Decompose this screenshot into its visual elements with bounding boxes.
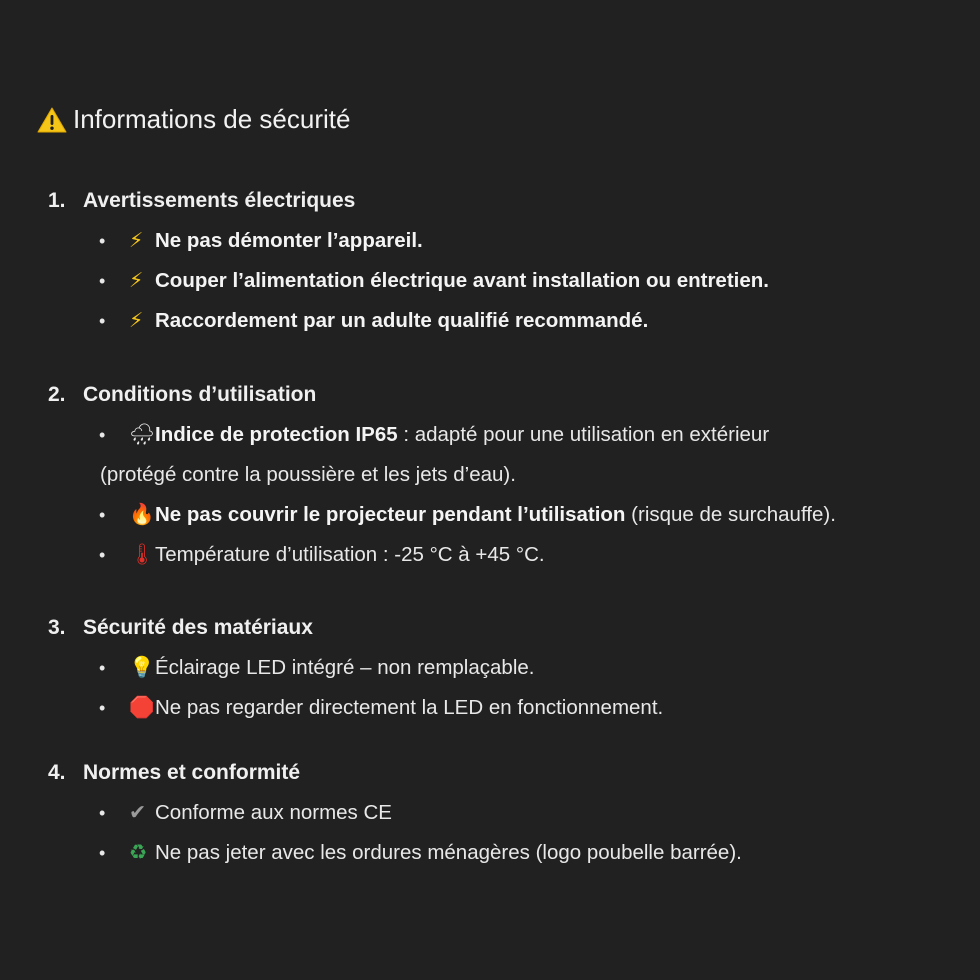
section-number: 3.	[48, 616, 66, 639]
item-bold-text: Indice de protection IP65	[155, 423, 398, 446]
list-item	[48, 261, 769, 301]
bullet: •	[99, 658, 106, 678]
item-bold-text: Ne pas couvrir le projecteur pendant l’utilisation	[155, 503, 626, 526]
bullet-list	[48, 648, 663, 728]
list-item	[48, 833, 742, 873]
lightning-icon: ⚡	[129, 309, 144, 332]
list-item	[48, 495, 836, 535]
list-item	[48, 648, 663, 688]
bullet-list	[48, 793, 742, 873]
list-item	[48, 535, 836, 575]
list-item	[48, 793, 742, 833]
item-text: Éclairage LED intégré – non remplaçable.	[155, 656, 535, 679]
section-heading	[48, 381, 836, 409]
bullet-list	[48, 221, 769, 341]
lightning-icon: ⚡	[129, 229, 144, 252]
section-heading	[48, 614, 663, 642]
check-mark-icon: ✔	[129, 801, 147, 824]
bullet: •	[99, 843, 106, 863]
list-item	[48, 221, 769, 261]
section-standards-compliance	[48, 759, 742, 873]
lightning-icon: ⚡	[129, 269, 144, 292]
section-heading	[48, 759, 742, 787]
bullet: •	[99, 271, 106, 291]
section-number: 2.	[48, 383, 66, 406]
section-heading-text: Conditions d’utilisation	[83, 383, 317, 406]
section-heading	[48, 187, 769, 215]
bullet: •	[99, 698, 106, 718]
bullet-list	[48, 415, 836, 575]
warning-icon	[37, 107, 67, 133]
section-electrical	[48, 187, 769, 341]
bullet: •	[99, 505, 106, 525]
bullet: •	[99, 545, 106, 565]
item-text: (risque de surchauffe).	[625, 503, 836, 526]
list-item	[48, 301, 769, 341]
page-title-text: Informations de sécurité	[73, 104, 351, 134]
section-heading-text: Normes et conformité	[83, 761, 301, 784]
section-materials-safety	[48, 614, 663, 728]
section-usage-conditions	[48, 381, 836, 575]
list-item	[48, 415, 836, 495]
section-heading-text: Avertissements électriques	[83, 189, 356, 212]
recycle-icon: ♻	[129, 841, 148, 864]
item-bold-text: Couper l’alimentation électrique avant installation ou entretien.	[155, 269, 769, 292]
item-bold-text: Raccordement par un adulte qualifié recommandé.	[155, 309, 649, 332]
item-text: : adapté pour une utilisation en extérieur	[397, 423, 770, 446]
stop-sign-icon: 🛑	[129, 696, 155, 719]
item-text: Ne pas regarder directement la LED en fonctionnement.	[155, 696, 664, 719]
item-bold-text: Ne pas démonter l’appareil.	[155, 229, 423, 252]
rain-cloud-icon: 🌧	[129, 423, 156, 446]
item-text: Conforme aux normes CE	[155, 801, 392, 824]
bullet: •	[99, 311, 106, 331]
light-bulb-icon: 💡	[129, 656, 155, 679]
page-title	[37, 104, 350, 135]
fire-icon: 🔥	[129, 503, 155, 526]
item-text: Température d’utilisation : -25 °C à +45 °C.	[155, 543, 545, 566]
item-text: Ne pas jeter avec les ordures ménagères (logo poubelle barrée).	[155, 841, 742, 864]
section-number: 1.	[48, 189, 66, 212]
thermometer-icon: 🌡	[129, 543, 156, 566]
section-heading-text: Sécurité des matériaux	[83, 616, 313, 639]
section-number: 4.	[48, 761, 66, 784]
bullet: •	[99, 803, 106, 823]
bullet: •	[99, 425, 106, 445]
list-item	[48, 688, 663, 728]
bullet: •	[99, 231, 106, 251]
item-text-continuation: (protégé contre la poussière et les jets d’eau).	[100, 463, 516, 486]
